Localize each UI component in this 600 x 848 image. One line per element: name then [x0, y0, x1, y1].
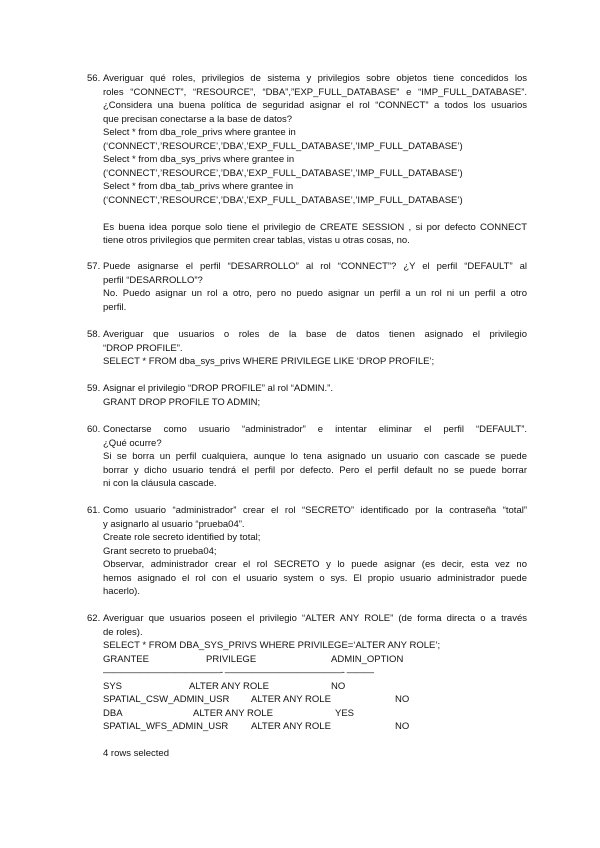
sql-line: SELECT * FROM dba_sys_privs WHERE PRIVILEGE LIKE ‘DROP PROFILE’; [103, 356, 435, 367]
cell-privilege: ALTER ANY ROLE [193, 707, 273, 719]
sql-line: (‘CONNECT’,’RESOURCE’,’DBA’,’EXP_FULL_DATABASE’,’IMP_FULL_DATABASE’) [103, 194, 463, 206]
question-56 [87, 72, 527, 248]
cell-admin-option: NO [395, 721, 410, 732]
question-number: 58. [87, 329, 101, 340]
question-text-line: Como usuario “administrador” crear el rol “SECRETO” identificado por la contraseña “total” [103, 505, 527, 516]
cell-grantee: SPATIAL_CSW_ADMIN_USR [103, 694, 230, 705]
sql-line: Select * from dba_role_privs where grantee in [103, 127, 296, 138]
question-59 [87, 382, 527, 409]
sql-line: Select * from dba_tab_privs where grantee in [103, 181, 294, 192]
blank-line [103, 734, 527, 748]
question-text-line: Averiguar qué roles, privilegios de sistema y privilegios sobre objetos tiene concedidos los [103, 73, 527, 84]
question-number: 56. [87, 73, 101, 84]
question-text-line: y asignarlo al usuario “prueba04”. [103, 518, 245, 530]
result-separator: —————————————- —————————————- ——— [103, 667, 374, 678]
question-text-line: Asignar el privilegio “DROP PROFILE” al rol “ADMIN.”. [103, 383, 333, 394]
answer-line: perfil. [103, 301, 127, 313]
question-text-line: de roles). [103, 626, 143, 638]
question-number: 61. [87, 505, 101, 516]
column-header-admin-option: ADMIN_OPTION [331, 653, 404, 665]
column-header-grantee: GRANTEE [103, 653, 149, 665]
result-header-row [103, 653, 527, 667]
question-number: 62. [87, 613, 101, 624]
question-text-line: ¿Qué ocurre? [103, 437, 162, 449]
answer-line: Observar, administrador crear el rol SECRETO y lo puede asignar (es decir, esta vez no [103, 559, 527, 570]
question-57 [87, 260, 527, 314]
table-row [103, 680, 527, 694]
question-number: 59. [87, 383, 101, 394]
cell-admin-option: NO [331, 680, 346, 692]
answer-line: hemos asignado el rol con el usuario system o sys. El propio usuario administrador puede [103, 572, 527, 584]
sql-line: Create role secreto identified by total; [103, 532, 261, 543]
column-header-privilege: PRIVILEGE [206, 653, 257, 665]
question-text-line: Conectarse como usuario “administrador” e intentar eliminar el perfil “DEFAULT”. [103, 424, 527, 435]
answer-line: Si se borra un perfil cualquiera, aunque lo tena asignado un usuario con cascade se puede [103, 451, 527, 462]
answer-line: tiene otros privilegios que permiten crear tablas, vistas u otras cosas, no. [103, 235, 410, 246]
answer-line: No. Puedo asignar un rol a otro, pero no puedo asignar un perfil a un rol ni un perfil a otro [103, 288, 527, 299]
sql-line: (‘CONNECT’,’RESOURCE’,’DBA’,’EXP_FULL_DATABASE’,’IMP_FULL_DATABASE’) [103, 167, 463, 179]
cell-admin-option: YES [335, 707, 355, 719]
cell-privilege: ALTER ANY ROLE [189, 680, 269, 692]
answer-line: Es buena idea porque solo tiene el privilegio de CREATE SESSION , si por defecto CONNECT [103, 221, 527, 233]
question-text-line: perfil “DESARROLLO”? [103, 274, 203, 286]
sql-line: Grant secreto to prueba04; [103, 545, 217, 557]
cell-privilege: ALTER ANY ROLE [251, 694, 331, 705]
question-61 [87, 504, 527, 599]
question-text-line: ¿Considera una buena política de seguridad asignar el rol “CONNECT” a todos los usuarios [103, 100, 527, 111]
question-text-line: que precisan conectarse a la base de datos? [103, 113, 293, 125]
result-footer: 4 rows selected [103, 748, 170, 759]
sql-line: SELECT * FROM DBA_SYS_PRIVS WHERE PRIVILEGE=‘ALTER ANY ROLE’; [103, 640, 441, 651]
question-text-line: Averiguar que usuarios poseen el privilegio “ALTER ANY ROLE” (de forma directa o a través [103, 613, 527, 624]
question-60 [87, 423, 527, 491]
cell-admin-option: NO [395, 694, 410, 705]
question-number: 57. [87, 261, 101, 272]
answer-line: hacerlo). [103, 586, 140, 597]
table-row [103, 720, 527, 734]
question-text-line: Averiguar que usuarios o roles de la base de datos tienen asignado el privilegio [103, 329, 527, 340]
answer-line: ni con la cláusula cascade. [103, 478, 217, 489]
question-number: 60. [87, 424, 101, 435]
cell-privilege: ALTER ANY ROLE [251, 721, 331, 732]
table-row [103, 693, 527, 707]
cell-grantee: SYS [103, 680, 123, 692]
table-row [103, 707, 527, 721]
sql-line: Select * from dba_sys_privs where grantee in [103, 154, 295, 165]
question-text-line: “DROP PROFILE”. [103, 342, 183, 354]
blank-line [103, 207, 527, 221]
cell-grantee: SPATIAL_WFS_ADMIN_USR [103, 721, 229, 732]
question-text-line: Puede asignarse el perfil “DESARROLLO” al rol “CONNECT”? ¿Y el perfil “DEFAULT” al [103, 261, 527, 272]
cell-grantee: DBA [103, 707, 123, 719]
answer-line: borrar y dicho usuario tendrá el perfil por defecto. Pero el perfil default no se puede borrar [103, 464, 527, 476]
question-58 [87, 328, 527, 369]
question-62 [87, 612, 527, 761]
question-text-line: roles “CONNECT”, “RESOURCE”, “DBA”,”EXP_FULL_DATABASE” e “IMP_FULL_DATABASE”. [103, 86, 527, 98]
sql-line: GRANT DROP PROFILE TO ADMIN; [103, 396, 261, 408]
sql-line: (‘CONNECT’,’RESOURCE’,’DBA’,’EXP_FULL_DATABASE’,’IMP_FULL_DATABASE’) [103, 140, 463, 152]
